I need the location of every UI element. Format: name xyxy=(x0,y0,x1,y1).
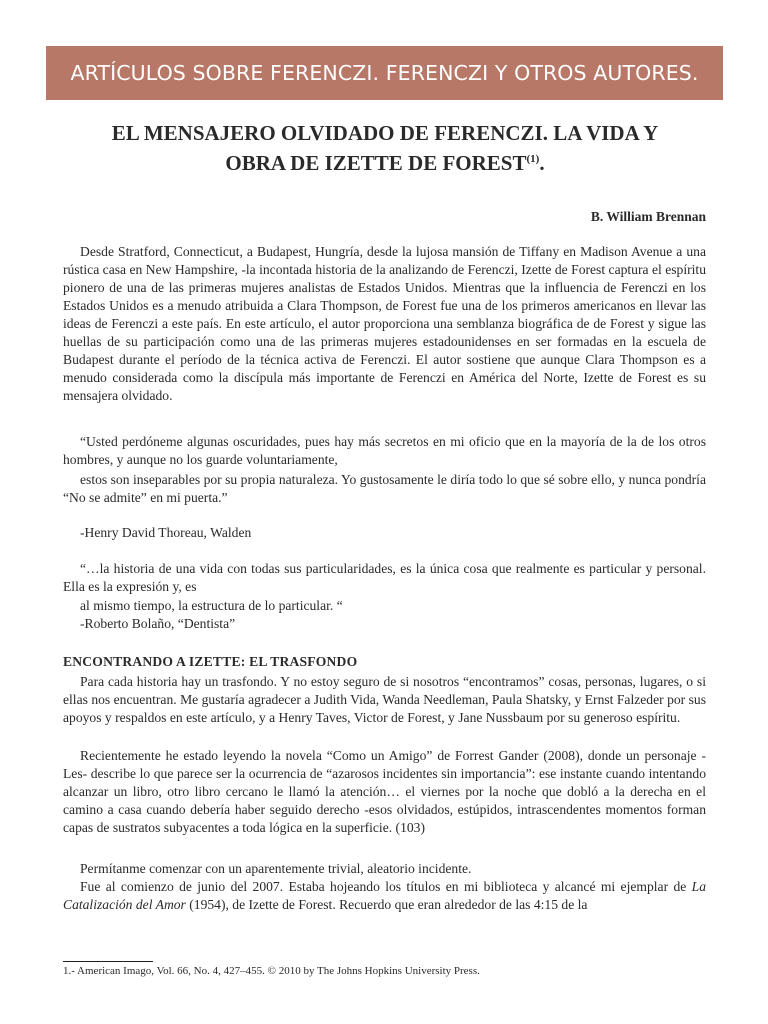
epigraph-bolano-part-2: al mismo tiempo, la estructura de lo particular. “ xyxy=(80,598,343,613)
epigraph-bolano-part-1: “…la historia de una vida con todas sus particularidades, es la única cosa que realmente es particular y personal. Ella es la expresión y, es xyxy=(63,561,706,594)
title-period: . xyxy=(539,151,545,175)
epigraph-thoreau-source: -Henry David Thoreau, Walden xyxy=(80,525,252,540)
footnote-divider xyxy=(63,961,153,962)
title-footnote-marker: (1) xyxy=(526,153,540,165)
body-paragraph-1: Para cada historia hay un trasfondo. Y no estoy seguro de si nosotros “encontramos” cosas, personas, lugares, o si ellas nos encuentran. Me gustaría agradecer a Judith Vida, Wanda Needleman, Paula Shatsky, y Ernst Falzeder por sus apoyos y respaldos en este artículo, y a Henry Taves, Victor de Forest, y Jane Nussbaum por su generoso espíritu. xyxy=(63,674,706,725)
epigraph-thoreau-part-2: estos son inseparables por su propia naturaleza. Yo gustosamente le diría todo lo que sé sobre ello, y nunca pondría “No se admite” en mi puerta.” xyxy=(63,472,706,505)
epigraph-bolano-source: -Roberto Bolaño, “Dentista” xyxy=(80,616,236,631)
article-title xyxy=(60,118,710,178)
title-line-2: OBRA DE IZETTE DE FOREST xyxy=(225,151,527,175)
paragraph-4-text-start: Fue al comienzo de junio del 2007. Estaba hojeando los títulos en mi biblioteca y alcancé mi ejemplar de xyxy=(80,879,692,894)
section-banner xyxy=(46,46,723,100)
banner-title: ARTÍCULOS SOBRE FERENCZI. FERENCZI Y OTROS AUTORES. xyxy=(70,61,699,85)
abstract-paragraph: Desde Stratford, Connecticut, a Budapest, Hungría, desde la lujosa mansión de Tiffany en Madison Avenue a una rústica casa en New Hampshire, -la incontada historia de la analizando de Ferenczi, Izette de Forest captura el espíritu pionero de una de las primeras mujeres analistas de Estados Unidos. Mientras que la influencia de Ferenczi en los Estados Unidos es a menudo atribuida a Clara Thompson, de Forest fue una de los primeros americanos en llevar las ideas de Ferenczi a este país. En este artículo, el autor proporciona una semblanza biográfica de de Forest y sigue las huellas de su participación como una de las primeras mujeres estadounidenses en ser formadas en la escuela de Budapest durante el período de la técnica activa de Ferenczi. El autor sostiene que aunque Clara Thompson es a menudo considerada como la discípula más importante de Ferenczi en América del Norte, Izette de Forest es su mensajera olvidado. xyxy=(63,244,706,403)
body-paragraph-4 xyxy=(63,878,706,914)
title-line-1: EL MENSAJERO OLVIDADO DE FERENCZI. LA VIDA Y xyxy=(111,121,659,145)
paragraph-4-text-end: (1954), de Izette de Forest. Recuerdo que eran alrededor de las 4:15 de la xyxy=(185,897,588,912)
body-paragraph-3: Permítanme comenzar con un aparentemente trivial, aleatorio incidente. xyxy=(80,861,472,876)
section-heading: ENCONTRANDO A IZETTE: EL TRASFONDO xyxy=(63,654,358,669)
author-name: B. William Brennan xyxy=(590,209,706,224)
body-paragraph-2: Recientemente he estado leyendo la novela “Como un Amigo” de Forrest Gander (2008), donde un personaje -Les- describe lo que parece ser la ocurrencia de “azarosos incidentes sin importancia”: ese instante cuando intentando alcanzar un libro, otro libro cercano le llamó la atención… el viernes por la noche que dobló a la derecha en el camino a casa cuando debería haber seguido derecho -esos olvidados, estúpidos, intrascendentes momentos forman capas de sustratos subyacentes a toda lógica en la superficie. (103) xyxy=(63,748,706,835)
epigraph-thoreau-part-1: “Usted perdóneme algunas oscuridades, pues hay más secretos en mi oficio que en la mayoría de la de los otros hombres, y aunque no los guarde voluntariamente, xyxy=(63,434,706,467)
footnote: 1.- American Imago, Vol. 66, No. 4, 427–455. © 2010 by The Johns Hopkins University Press. xyxy=(63,965,480,977)
book-title: La Catalización del Amor xyxy=(63,879,706,912)
